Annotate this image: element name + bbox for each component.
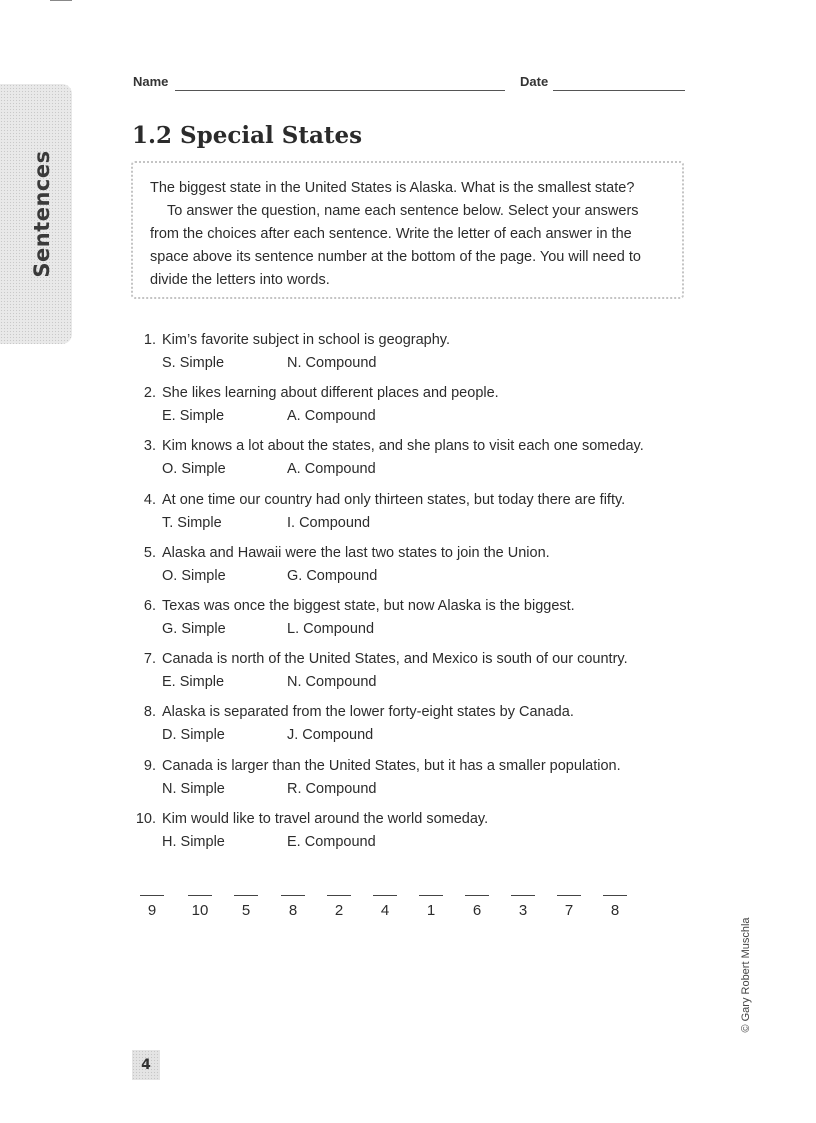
answer-slot[interactable] xyxy=(188,885,212,919)
choice-compound: N. Compound xyxy=(287,355,377,371)
question-text: Kim would like to travel around the world someday. xyxy=(162,810,489,827)
date-label: Date xyxy=(520,74,549,89)
choice-compound: G. Compound xyxy=(287,567,378,584)
answer-slot-number: 5 xyxy=(241,902,251,919)
question-text: Canada is north of the United States, and Mexico is south of our country. xyxy=(162,651,628,668)
question-text: At one time our country had only thirteen states, but today there are fifty. xyxy=(162,491,626,508)
answer-slot[interactable] xyxy=(465,885,489,919)
choice-simple: S. Simple xyxy=(162,355,225,371)
sidebar-tab-label: Sentences xyxy=(30,150,54,278)
answer-slot-number: 2 xyxy=(334,902,344,919)
choice-simple: E. Simple xyxy=(162,408,225,425)
question-number: 9. xyxy=(143,757,156,774)
answer-slot[interactable] xyxy=(419,885,443,919)
question-item xyxy=(130,595,690,648)
question-number: 7. xyxy=(143,651,156,668)
answer-key-row xyxy=(140,885,640,925)
instructions-text: To answer the question, name each sentence below. Select your answers from the choices after each sentence. Write the letter of each answer in the space above its sentence number at the bottom of the page. You will need to divide the letters into words. xyxy=(150,203,641,288)
answer-slot-number: 8 xyxy=(610,902,620,919)
question-item xyxy=(130,648,690,701)
answer-slot[interactable] xyxy=(557,885,581,919)
question-number: 5. xyxy=(143,544,156,561)
answer-slot-number: 6 xyxy=(472,902,482,919)
answer-slot-number: 9 xyxy=(147,902,157,919)
question-item xyxy=(130,382,690,435)
question-item xyxy=(130,808,690,861)
choice-simple: H. Simple xyxy=(162,833,225,850)
page-title: 1.2 Special States xyxy=(132,122,363,149)
question-number: 8. xyxy=(143,704,156,721)
choice-compound: E. Compound xyxy=(287,833,376,850)
copyright-notice: © Gary Robert Muschla xyxy=(740,917,752,1033)
question-number: 2. xyxy=(143,385,156,402)
question-text: Kim knows a lot about the states, and she plans to visit each one someday. xyxy=(162,438,644,455)
answer-slot[interactable] xyxy=(603,885,627,919)
question-text: Kim’s favorite subject in school is geography. xyxy=(162,332,450,348)
page-number: 4 xyxy=(132,1050,160,1080)
answer-slot[interactable] xyxy=(511,885,535,919)
date-field-line[interactable] xyxy=(553,90,685,91)
question-item xyxy=(130,329,690,382)
question-item xyxy=(130,701,690,754)
choice-compound: N. Compound xyxy=(287,674,377,691)
choice-simple: O. Simple xyxy=(162,461,226,478)
answer-slot[interactable] xyxy=(140,885,164,919)
question-text: Alaska is separated from the lower forty-eight states by Canada. xyxy=(162,704,574,721)
choice-compound: L. Compound xyxy=(287,620,375,637)
choice-simple: O. Simple xyxy=(162,567,226,584)
question-item xyxy=(130,489,690,542)
choice-simple: G. Simple xyxy=(162,620,226,637)
question-number: 3. xyxy=(143,438,156,455)
answer-slot[interactable] xyxy=(234,885,258,919)
answer-slot[interactable] xyxy=(281,885,305,919)
choice-compound: A. Compound xyxy=(287,461,376,478)
choice-simple: D. Simple xyxy=(162,727,225,744)
question-item xyxy=(130,435,690,488)
instructions-question: The biggest state in the United States is Alaska. What is the smallest state? xyxy=(150,180,635,196)
choice-compound: R. Compound xyxy=(287,780,377,797)
question-number: 10. xyxy=(135,810,156,827)
question-text: She likes learning about different places and people. xyxy=(162,385,499,402)
instructions-box xyxy=(131,161,684,299)
name-label: Name xyxy=(133,74,169,89)
choice-compound: J. Compound xyxy=(287,727,374,744)
question-text: Texas was once the biggest state, but now Alaska is the biggest. xyxy=(162,597,575,614)
question-text: Canada is larger than the United States, but it has a smaller population. xyxy=(162,757,621,774)
question-item xyxy=(130,542,690,595)
name-field-line[interactable] xyxy=(175,90,505,91)
answer-slot-number: 1 xyxy=(426,902,436,919)
crop-mark xyxy=(50,0,72,1)
answer-slot-number: 10 xyxy=(191,902,209,919)
answer-slot[interactable] xyxy=(373,885,397,919)
choice-compound: I. Compound xyxy=(287,514,371,531)
choice-compound: A. Compound xyxy=(287,408,376,425)
question-text: Alaska and Hawaii were the last two states to join the Union. xyxy=(162,544,550,561)
question-item xyxy=(130,755,690,808)
choice-simple: T. Simple xyxy=(162,514,222,531)
choice-simple: N. Simple xyxy=(162,780,225,797)
question-number: 6. xyxy=(143,597,156,614)
choice-simple: E. Simple xyxy=(162,674,225,691)
question-list xyxy=(130,329,690,861)
answer-slot-number: 7 xyxy=(564,902,574,919)
answer-slot-number: 8 xyxy=(288,902,298,919)
answer-slot[interactable] xyxy=(327,885,351,919)
answer-slot-number: 3 xyxy=(518,902,528,919)
question-number: 1. xyxy=(143,332,156,348)
question-number: 4. xyxy=(143,491,156,508)
answer-slot-number: 4 xyxy=(380,902,390,919)
